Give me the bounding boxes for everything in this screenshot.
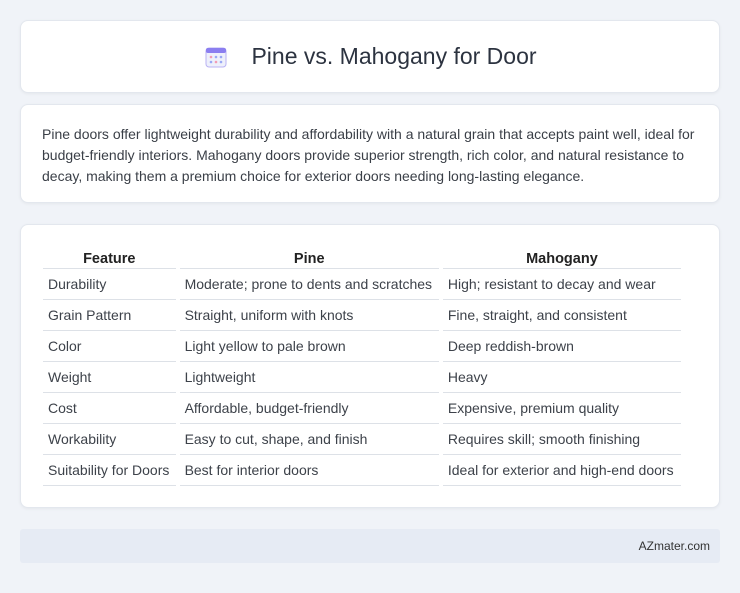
comparison-table	[39, 245, 685, 486]
table-row	[43, 393, 681, 424]
cell-pine: Moderate; prone to dents and scratches	[180, 269, 439, 300]
cell-feature: Weight	[43, 362, 176, 393]
cell-feature: Workability	[43, 424, 176, 455]
table-row	[43, 300, 681, 331]
calendar-icon	[203, 44, 229, 70]
table-row	[43, 455, 681, 486]
header-mahogany: Mahogany	[443, 245, 681, 269]
cell-mahogany: Expensive, premium quality	[443, 393, 681, 424]
table-row	[43, 269, 681, 300]
title-wrap	[203, 43, 536, 70]
comparison-table-card	[20, 224, 720, 508]
cell-feature: Color	[43, 331, 176, 362]
header-pine: Pine	[180, 245, 439, 269]
cell-mahogany: Fine, straight, and consistent	[443, 300, 681, 331]
header-feature: Feature	[43, 245, 176, 269]
cell-feature: Durability	[43, 269, 176, 300]
cell-mahogany: Deep reddish-brown	[443, 331, 681, 362]
cell-mahogany: Ideal for exterior and high-end doors	[443, 455, 681, 486]
page-title: Pine vs. Mahogany for Door	[251, 43, 537, 69]
table-row	[43, 331, 681, 362]
description-card	[20, 104, 720, 203]
cell-pine: Light yellow to pale brown	[180, 331, 439, 362]
cell-mahogany: Requires skill; smooth finishing	[443, 424, 681, 455]
footer-bar	[20, 529, 720, 563]
cell-pine: Best for interior doors	[180, 455, 439, 486]
title-card	[20, 20, 720, 93]
cell-feature: Grain Pattern	[43, 300, 176, 331]
cell-pine: Easy to cut, shape, and finish	[180, 424, 439, 455]
description-text: Pine doors offer lightweight durability and affordability with a natural grain that accepts paint well, ideal for budget-friendly interiors. Mahogany doors provide superior strength, rich color, and natural resistance to decay, making them a premium choice for exterior doors needing long-lasting elegance.	[42, 126, 695, 184]
table-row	[43, 424, 681, 455]
cell-pine: Lightweight	[180, 362, 439, 393]
table-header-row	[43, 245, 681, 269]
cell-pine: Straight, uniform with knots	[180, 300, 439, 331]
cell-mahogany: Heavy	[443, 362, 681, 393]
cell-feature: Cost	[43, 393, 176, 424]
footer-brand[interactable]: AZmater.com	[638, 539, 710, 553]
cell-pine: Affordable, budget-friendly	[180, 393, 439, 424]
cell-mahogany: High; resistant to decay and wear	[443, 269, 681, 300]
table-row	[43, 362, 681, 393]
cell-feature: Suitability for Doors	[43, 455, 176, 486]
